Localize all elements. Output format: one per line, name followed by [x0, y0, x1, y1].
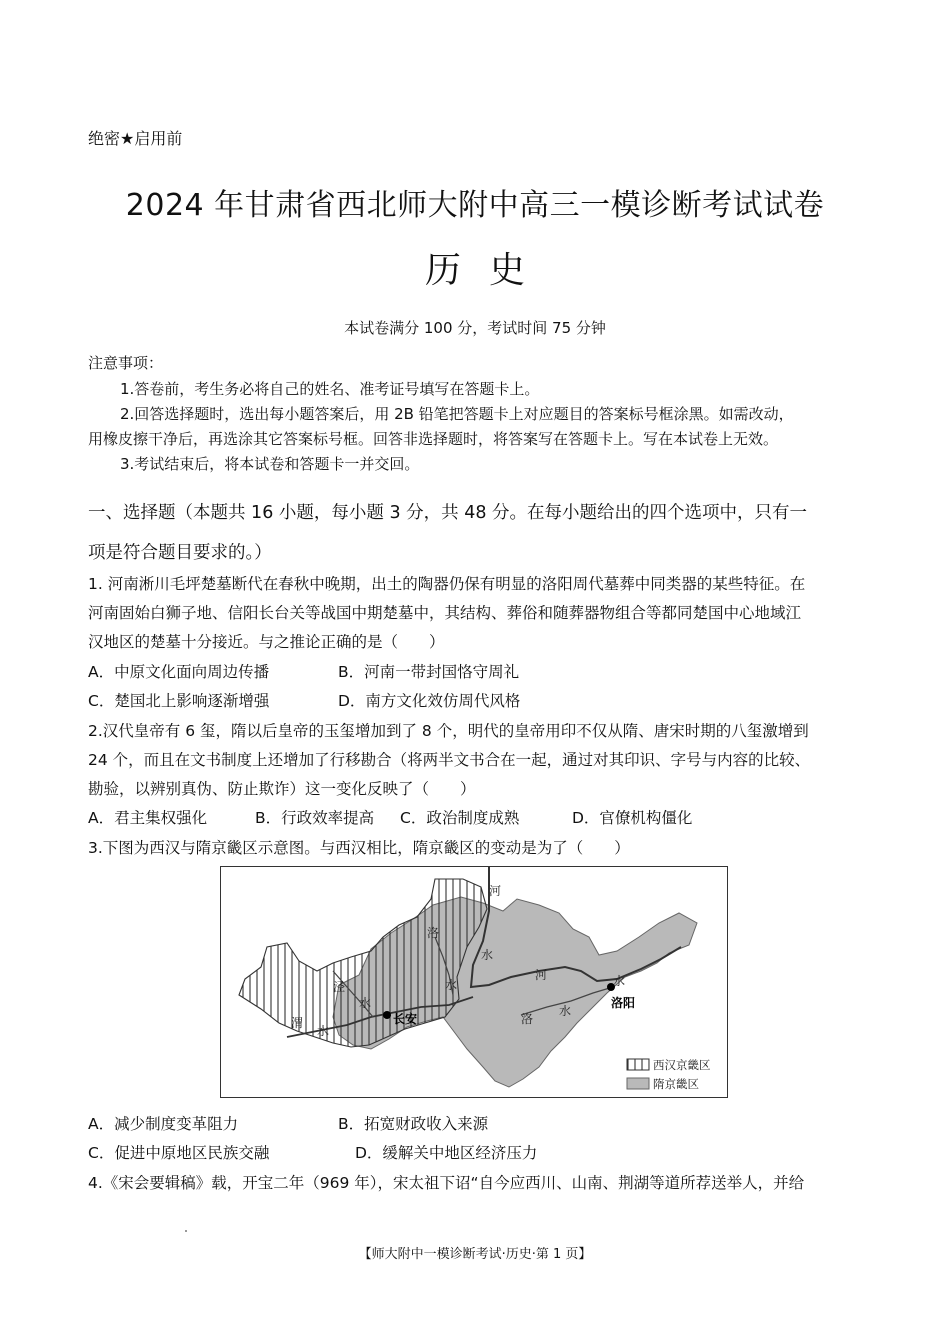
q3-option-b: B．拓宽财政收入来源 [338, 1115, 489, 1133]
q1-option-b: B．河南一带封国恪守周礼 [338, 663, 520, 681]
q3-stem: 3.下图为西汉与隋京畿区示意图。与西汉相比，隋京畿区的变动是为了（ ） [88, 839, 630, 857]
label-shui-luo: 水 [445, 978, 458, 992]
label-jing: 泾 [333, 980, 346, 994]
legend-xihan-label: 西汉京畿区 [653, 1058, 711, 1072]
q2-line-1: 2.汉代皇帝有 6 玺，隋以后皇帝的玉玺增加到了 8 个，明代的皇帝用印不仅从隋、唐宋时期的八玺激增到 [88, 722, 809, 740]
stray-dot [185, 1230, 187, 1232]
label-changan: 长安 [393, 1012, 418, 1026]
legend-sui-label: 隋京畿区 [653, 1077, 699, 1091]
q3-option-c: C．促进中原地区民族交融 [88, 1144, 270, 1162]
label-wei: 渭 [291, 1016, 304, 1030]
q1-line-3: 汉地区的楚墓十分接近。与之推论正确的是（ ） [88, 633, 445, 651]
note-item-3: 3.考试结束后，将本试卷和答题卡一并交回。 [120, 455, 420, 473]
q3-option-d: D．缓解关中地区经济压力 [355, 1144, 538, 1162]
q1-option-d: D．南方文化效仿周代风格 [338, 692, 521, 710]
map-svg [221, 867, 726, 1096]
q2-option-c: C．政治制度成熟 [400, 809, 520, 827]
legend-sui-swatch [627, 1078, 649, 1089]
note-item-2: 2.回答选择题时，选出每小题答案后，用 2B 铅笔把答题卡上对应题目的答案标号框涂黑。如需改动， [120, 405, 794, 423]
section-heading-line1: 一、选择题（本题共 16 小题，每小题 3 分，共 48 分。在每小题给出的四个选项中，只有一 [88, 503, 808, 523]
section-heading-line2: 项是符合题目要求的。） [88, 543, 272, 563]
q2-option-b: B．行政效率提高 [255, 809, 375, 827]
subject-title: 历史 [424, 250, 553, 291]
q2-option-d: D．官僚机构僵化 [572, 809, 693, 827]
changan-dot [383, 1011, 391, 1019]
note-item-2-cont: 用橡皮擦干净后，再选涂其它答案标号框。回答非选择题时，将答案写在答题卡上。写在本试卷上无效。 [88, 430, 779, 448]
label-luo-top: 洛 [427, 926, 440, 940]
score-time-line: 本试卷满分 100 分，考试时间 75 分钟 [344, 319, 606, 337]
page-footer: 【师大附中一模诊断考试·历史·第 1 页】 [358, 1247, 592, 1262]
label-he-mid: 河 [535, 968, 548, 982]
label-shui-mid: 水 [613, 974, 626, 988]
label-shui-jing: 水 [359, 996, 372, 1010]
legend-xihan-swatch [627, 1059, 649, 1070]
exam-title: 2024 年甘肃省西北师大附中高三一模诊断考试试卷 [125, 188, 825, 223]
q1-option-a: A．中原文化面向周边传播 [88, 663, 270, 681]
label-he-top: 河 [489, 884, 502, 898]
label-shui-he: 水 [481, 948, 494, 962]
note-item-1: 1.答卷前，考生务必将自己的姓名、准考证号填写在答题卡上。 [120, 380, 540, 398]
jingji-map [220, 866, 728, 1098]
q1-line-2: 河南固始白狮子地、信阳长台关等战国中期楚墓中，其结构、葬俗和随葬器物组合等都同楚国中心地域江 [88, 604, 802, 622]
notes-heading: 注意事项： [88, 354, 164, 372]
q2-option-a: A．君主集权强化 [88, 809, 208, 827]
q3-option-a: A．减少制度变革阻力 [88, 1115, 239, 1133]
q2-line-3: 勘验，以辨别真伪、防止欺诈）这一变化反映了（ ） [88, 780, 476, 798]
confidential-label: 绝密★启用前 [88, 129, 183, 148]
q1-option-c: C．楚国北上影响逐渐增强 [88, 692, 270, 710]
q2-line-2: 24 个，而且在文书制度上还增加了行移勘合（将两半文书合在一起，通过对其印识、字号与内容的比较、 [88, 751, 811, 769]
label-luo-low: 洛 [521, 1012, 534, 1026]
q1-line-1: 1. 河南淅川毛坪楚墓断代在春秋中晚期，出土的陶器仍保有明显的洛阳周代墓葬中同类器的某些特征。在 [88, 575, 806, 593]
label-shui-wei: 水 [317, 1024, 330, 1038]
label-luoyang: 洛阳 [611, 996, 636, 1010]
q4-stem: 4.《宋会要辑稿》载，开宝二年（969 年），宋太祖下诏“自今应西川、山南、荆湖等道所荐送举人，并给 [88, 1174, 805, 1192]
label-shui-low: 水 [559, 1004, 572, 1018]
